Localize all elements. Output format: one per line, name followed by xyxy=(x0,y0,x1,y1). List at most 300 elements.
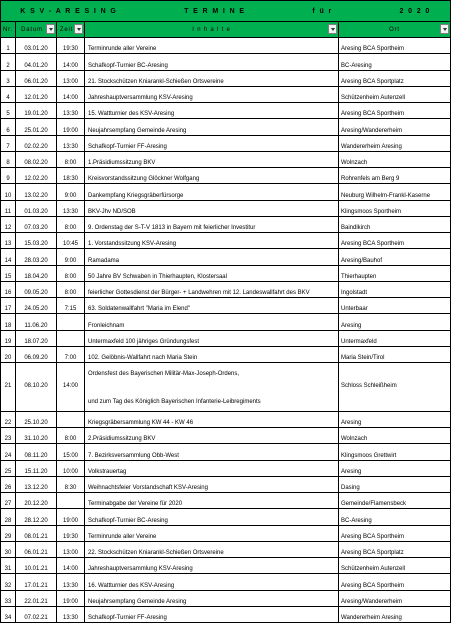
row-nr xyxy=(1,71,16,86)
row-date-text: 13.12.20 xyxy=(24,485,48,491)
table-row xyxy=(0,233,451,249)
table-row xyxy=(0,136,451,152)
row-date-text: 07.02.21 xyxy=(24,615,48,621)
header-event xyxy=(85,22,339,37)
row-event xyxy=(85,201,339,216)
row-date xyxy=(16,509,57,524)
row-date-text: 11.06.20 xyxy=(24,322,48,329)
place-filter-icon[interactable] xyxy=(440,24,449,34)
row-event xyxy=(85,282,339,297)
row-nr-text: 30 xyxy=(4,550,12,556)
table-row xyxy=(0,542,451,558)
table-row xyxy=(0,314,451,330)
header-date-label: Datum xyxy=(21,26,43,33)
row-event-text: 16. Wattturnier des KSV-Aresing xyxy=(88,582,175,589)
row-time xyxy=(57,136,85,151)
row-place-text: Ingolstadt xyxy=(341,290,368,296)
row-place xyxy=(339,444,450,459)
table-row xyxy=(0,526,451,542)
row-event-text: Schafkopf-Turnier FF-Aresing xyxy=(88,143,167,150)
row-event xyxy=(85,574,339,589)
row-date-text: 12.02.20 xyxy=(24,176,48,183)
row-nr-text: 15 xyxy=(4,273,12,280)
row-nr-text: 23 xyxy=(4,436,12,443)
row-place-text: Wandererheim Aresing xyxy=(341,615,402,621)
sheet-title: K S V - A R E S I N G T E R M I N E f ü r 2 0 2 0 xyxy=(0,0,451,22)
row-place-text: Schützenheim Autenzell xyxy=(341,566,406,573)
row-nr xyxy=(1,103,16,118)
row-place xyxy=(339,558,450,573)
row-time xyxy=(57,607,85,622)
row-event-text: Schafkopf-Turnier FF-Aresing xyxy=(88,615,167,621)
row-date-text: 06.09.20 xyxy=(24,355,48,361)
header-place xyxy=(339,22,450,37)
table-row xyxy=(0,607,451,623)
row-place xyxy=(339,201,450,216)
row-nr xyxy=(1,331,16,346)
row-date-text: 15.03.20 xyxy=(24,241,48,248)
row-place-text: Thierhaupten xyxy=(341,273,377,280)
row-date-text: 08.11.20 xyxy=(24,452,48,459)
row-time xyxy=(57,233,85,248)
row-event-text: Fronleichnam xyxy=(88,322,125,329)
row-nr xyxy=(1,542,16,557)
row-date xyxy=(16,526,57,541)
row-event xyxy=(85,103,339,118)
row-date xyxy=(16,314,57,329)
row-time xyxy=(57,428,85,443)
row-place-text: BC-Aresing xyxy=(341,62,372,69)
row-nr-text: 13 xyxy=(4,241,12,248)
row-date xyxy=(16,103,57,118)
table-row xyxy=(0,298,451,314)
row-time xyxy=(57,71,85,86)
header-nr-label: Nr. xyxy=(2,26,14,33)
row-place-text: Rohrenfels am Berg 9 xyxy=(341,176,400,183)
row-nr xyxy=(1,347,16,362)
row-nr xyxy=(1,54,16,69)
row-event xyxy=(85,412,339,427)
row-time xyxy=(57,347,85,362)
row-place-text: Aresing BCA Sportplatz xyxy=(341,78,404,85)
table-row xyxy=(0,184,451,200)
row-nr xyxy=(1,152,16,167)
row-place xyxy=(339,526,450,541)
row-nr-text: 33 xyxy=(4,598,12,605)
row-nr xyxy=(1,607,16,622)
row-time-text: 9:00 xyxy=(64,192,77,199)
row-place xyxy=(339,509,450,524)
row-date-text: 07.03.20 xyxy=(24,225,48,231)
row-time-text: 19:30 xyxy=(62,533,78,540)
table-row xyxy=(0,201,451,217)
row-event-text: Kreisvorstandssitzung Glöckner Wolfgang xyxy=(88,176,200,183)
row-date xyxy=(16,233,57,248)
row-event xyxy=(85,591,339,606)
row-event-text: Untermaxfeld 100 jähriges Gründungsfest xyxy=(88,338,200,345)
row-event xyxy=(85,298,339,313)
row-nr-text: 17 xyxy=(4,306,12,313)
row-nr-text: 6 xyxy=(6,127,10,134)
row-event-text: Volkstrauertag xyxy=(88,468,127,475)
row-place-text: Aresing BCA Sportheim xyxy=(341,46,405,53)
row-place-text: Gemeinde/Flamensbeck xyxy=(341,501,407,508)
row-event xyxy=(85,87,339,102)
row-date-text: 08.01.21 xyxy=(24,533,48,540)
row-time xyxy=(57,168,85,183)
table-row xyxy=(0,363,451,412)
row-nr xyxy=(1,119,16,134)
row-event-text: 63. Soldatenwallfahrt "Maria im Elend" xyxy=(88,306,190,313)
row-event xyxy=(85,136,339,151)
row-event xyxy=(85,119,339,134)
row-date-text: 09.05.20 xyxy=(24,290,48,296)
row-date xyxy=(16,298,57,313)
row-event-text: Kriegsgräbersammlung KW 44 - KW 46 xyxy=(88,420,194,426)
row-event xyxy=(85,461,339,476)
row-place-text: Aresing/Wandererheim xyxy=(341,598,403,605)
row-place xyxy=(339,152,450,167)
table-row xyxy=(0,331,451,347)
row-time-text: 8:30 xyxy=(64,485,77,491)
row-time xyxy=(57,249,85,264)
row-place xyxy=(339,331,450,346)
row-date xyxy=(16,331,57,346)
row-date xyxy=(16,152,57,167)
row-time xyxy=(57,558,85,573)
header-time-label: Zeit xyxy=(59,26,74,33)
row-time xyxy=(57,201,85,216)
table-row xyxy=(0,558,451,574)
row-nr xyxy=(1,363,16,411)
row-time xyxy=(57,54,85,69)
row-event-text: Terminabgabe der Vereine für 2020 xyxy=(88,501,183,508)
row-place xyxy=(339,266,450,281)
event-filter-icon[interactable] xyxy=(328,24,337,34)
row-event xyxy=(85,331,339,346)
row-date-text: 22.01.21 xyxy=(24,598,48,605)
row-time-text: 7:15 xyxy=(64,306,77,313)
row-nr xyxy=(1,266,16,281)
row-date xyxy=(16,461,57,476)
row-time xyxy=(57,493,85,508)
row-event-text: Ordensfest des Bayerischen Militär-Max-Joseph-Ordens, xyxy=(88,371,240,377)
header-event-label: I n h a l t e xyxy=(192,26,231,33)
row-place xyxy=(339,119,450,134)
row-event xyxy=(85,184,339,199)
row-nr xyxy=(1,38,16,53)
row-date-text: 28.03.20 xyxy=(24,257,48,264)
table-row xyxy=(0,217,451,233)
row-place xyxy=(339,493,450,508)
row-time-text: 10:00 xyxy=(62,468,78,475)
row-event-text: 1. Vorstandssitzung KSV-Aresing xyxy=(88,241,177,248)
row-place-text: Schloss Schleißheim xyxy=(341,383,397,390)
row-nr-text: 9 xyxy=(6,176,10,183)
row-place xyxy=(339,87,450,102)
row-place xyxy=(339,38,450,53)
table-row xyxy=(0,444,451,460)
row-nr xyxy=(1,87,16,102)
row-event xyxy=(85,347,339,362)
row-time-text: 9:00 xyxy=(64,257,77,264)
row-nr-text: 2 xyxy=(6,62,10,69)
row-nr xyxy=(1,477,16,492)
row-date-text: 25.10.20 xyxy=(24,420,48,426)
row-date xyxy=(16,168,57,183)
row-date-text: 25.01.20 xyxy=(24,127,48,134)
row-place-text: Wolnzach xyxy=(341,436,368,443)
table-row xyxy=(0,574,451,590)
row-date xyxy=(16,607,57,622)
row-place-text: Wandererheim Aresing xyxy=(341,143,402,150)
row-event xyxy=(85,266,339,281)
row-event-text: 7. Bezirksversammlung Obb-West xyxy=(88,452,179,459)
row-nr-text: 8 xyxy=(6,160,10,166)
row-time-text: 19:00 xyxy=(62,127,78,134)
row-nr xyxy=(1,282,16,297)
header-date xyxy=(16,22,57,37)
row-nr-text: 24 xyxy=(4,452,12,459)
row-nr xyxy=(1,493,16,508)
table-row xyxy=(0,54,451,70)
row-event-text: Neujahrsempfang Gemeinde Aresing xyxy=(88,127,187,134)
row-date-text: 18.07.20 xyxy=(24,338,48,345)
row-event-text: Terminrunde aller Vereine xyxy=(88,46,157,53)
row-event xyxy=(85,607,339,622)
row-place-text: Maria Stein/Tirol xyxy=(341,355,385,361)
row-nr-text: 4 xyxy=(6,95,10,101)
row-nr xyxy=(1,558,16,573)
row-place xyxy=(339,103,450,118)
header-place-label: Ort xyxy=(389,26,400,33)
table-row xyxy=(0,168,451,184)
row-date-text: 24.05.20 xyxy=(24,306,48,313)
table-row xyxy=(0,461,451,477)
row-place xyxy=(339,477,450,492)
row-time xyxy=(57,542,85,557)
row-time-text: 14:00 xyxy=(62,566,78,573)
row-time xyxy=(57,477,85,492)
table-row xyxy=(0,119,451,135)
row-nr-text: 5 xyxy=(6,111,10,118)
row-time xyxy=(57,38,85,53)
row-nr xyxy=(1,249,16,264)
row-place xyxy=(339,233,450,248)
row-nr-text: 29 xyxy=(4,533,12,540)
row-nr-text: 18 xyxy=(4,322,12,329)
row-event xyxy=(85,249,339,264)
row-nr-text: 1 xyxy=(6,46,10,53)
row-date-text: 18.04.20 xyxy=(24,273,48,280)
row-time xyxy=(57,314,85,329)
row-date xyxy=(16,428,57,443)
row-place-text: Schützenheim Autenzell xyxy=(341,95,406,101)
row-date-text: 15.11.20 xyxy=(24,468,48,475)
row-nr xyxy=(1,428,16,443)
column-header-row xyxy=(0,22,451,38)
row-place xyxy=(339,298,450,313)
row-date xyxy=(16,71,57,86)
row-date xyxy=(16,87,57,102)
row-event-text: feierlicher Gottesdienst der Bürger- + Landwehren mit 12. Landeswallfahrt des BKV xyxy=(88,290,310,296)
row-place-text: Aresing BCA Sportheim xyxy=(341,241,405,248)
row-nr-text: 3 xyxy=(6,78,10,85)
row-time xyxy=(57,298,85,313)
row-event-text: 21. Stockschützen Kniarankl-Schießen Ortsvereine xyxy=(88,78,224,85)
row-nr-text: 22 xyxy=(4,420,12,426)
row-place-text: Aresing xyxy=(341,322,362,329)
row-date-text: 08.10.20 xyxy=(24,383,48,390)
row-event xyxy=(85,363,339,411)
row-time xyxy=(57,574,85,589)
table-row xyxy=(0,282,451,298)
row-date xyxy=(16,542,57,557)
row-nr-text: 19 xyxy=(4,338,12,345)
row-time xyxy=(57,461,85,476)
row-date xyxy=(16,477,57,492)
row-nr-text: 21 xyxy=(4,383,12,390)
table-row xyxy=(0,87,451,103)
row-place xyxy=(339,136,450,151)
row-nr-text: 14 xyxy=(4,257,12,264)
row-date xyxy=(16,54,57,69)
row-place xyxy=(339,607,450,622)
row-event xyxy=(85,542,339,557)
row-place xyxy=(339,314,450,329)
row-place xyxy=(339,591,450,606)
row-event xyxy=(85,477,339,492)
row-time xyxy=(57,282,85,297)
row-place xyxy=(339,217,450,232)
row-time-text: 14:00 xyxy=(62,62,78,69)
row-event xyxy=(85,444,339,459)
row-time-text: 13:30 xyxy=(62,208,78,215)
row-date xyxy=(16,184,57,199)
row-time-text: 14:00 xyxy=(62,383,78,390)
row-place-text: Aresing BCA Sportheim xyxy=(341,111,405,118)
row-nr-text: 25 xyxy=(4,468,12,475)
row-place xyxy=(339,71,450,86)
row-nr-text: 11 xyxy=(4,208,12,215)
row-nr-text: 27 xyxy=(4,501,12,508)
row-nr xyxy=(1,298,16,313)
table-row xyxy=(0,103,451,119)
row-nr-text: 10 xyxy=(4,192,12,199)
row-time-text: 13:00 xyxy=(62,550,78,556)
row-nr-text: 16 xyxy=(4,290,12,296)
row-event-text: Jahreshauptversammlung KSV-Aresing xyxy=(88,95,193,101)
row-place-text: Klingsmoos Sportheim xyxy=(341,208,402,215)
row-nr xyxy=(1,444,16,459)
row-date xyxy=(16,363,57,411)
time-filter-icon[interactable] xyxy=(74,24,83,34)
row-event-text: Dankempfang Kriegsgräberfürsorge xyxy=(88,192,184,199)
row-date xyxy=(16,444,57,459)
row-date xyxy=(16,217,57,232)
row-place xyxy=(339,347,450,362)
table-row xyxy=(0,347,451,363)
row-place xyxy=(339,282,450,297)
row-event-text: 50 Jahre BV Schwaben in Thierhaupten, Klostersaal xyxy=(88,273,227,280)
row-date-text: 28.12.20 xyxy=(24,517,48,524)
row-event xyxy=(85,233,339,248)
row-date-text: 06.01.20 xyxy=(24,78,48,85)
row-nr xyxy=(1,233,16,248)
row-place-text: Klingsmoos Grettwirt xyxy=(341,452,397,459)
row-date-text: 02.02.20 xyxy=(24,143,48,150)
header-time xyxy=(57,22,85,37)
row-nr-text: 32 xyxy=(4,582,12,589)
row-event xyxy=(85,526,339,541)
row-place xyxy=(339,428,450,443)
row-date-text: 01.03.20 xyxy=(24,208,48,215)
row-time-text: 13:30 xyxy=(62,143,78,150)
row-event xyxy=(85,428,339,443)
row-place xyxy=(339,168,450,183)
date-filter-icon[interactable] xyxy=(46,24,55,34)
row-event-text: 15. Wattturnier des KSV-Aresing xyxy=(88,111,175,118)
row-event xyxy=(85,493,339,508)
row-event xyxy=(85,509,339,524)
row-time-text: 18:30 xyxy=(62,176,78,183)
row-date-text: 19.01.20 xyxy=(24,111,48,118)
row-event-text: 1.Präsidiumssitzung BKV xyxy=(88,160,156,166)
row-date-text: 12.01.20 xyxy=(24,95,48,101)
row-place xyxy=(339,461,450,476)
row-time xyxy=(57,363,85,411)
row-event-text: Neujahrsempfang Gemeinde Aresing xyxy=(88,598,187,605)
row-date xyxy=(16,558,57,573)
row-place-text: Dasing xyxy=(341,485,360,491)
row-date xyxy=(16,347,57,362)
table-row xyxy=(0,591,451,607)
row-date xyxy=(16,136,57,151)
row-time-text: 8:00 xyxy=(64,273,77,280)
table-row xyxy=(0,493,451,509)
row-time-text: 13:30 xyxy=(62,615,78,621)
row-place-text: Aresing BCA Sportplatz xyxy=(341,550,404,556)
row-nr-text: 7 xyxy=(6,143,10,150)
row-place-text: Aresing BCA Sportheim xyxy=(341,582,405,589)
row-date xyxy=(16,493,57,508)
row-time xyxy=(57,509,85,524)
row-event xyxy=(85,71,339,86)
row-place-text: Baindlkirch xyxy=(341,225,371,231)
row-place-text: Wolnzach xyxy=(341,160,368,166)
row-time-text: 13:30 xyxy=(62,111,78,118)
row-nr xyxy=(1,314,16,329)
row-nr-text: 12 xyxy=(4,225,12,231)
row-place-text: Aresing/Bauhof xyxy=(341,257,383,264)
row-place xyxy=(339,574,450,589)
table-row xyxy=(0,38,451,54)
table-row xyxy=(0,412,451,428)
row-event-text: Schafkopf-Turnier BC-Aresing xyxy=(88,517,168,524)
row-time xyxy=(57,217,85,232)
row-place-text: Unterbaar xyxy=(341,306,368,313)
row-date xyxy=(16,266,57,281)
row-date xyxy=(16,574,57,589)
row-nr xyxy=(1,574,16,589)
row-event-text: Schafkopf-Turnier BC-Aresing xyxy=(88,62,168,69)
row-event-text-2: und zum Tag des Königlich Bayerischen Infanterie-Leibregiments xyxy=(88,399,261,405)
row-place xyxy=(339,54,450,69)
row-date xyxy=(16,591,57,606)
table-row xyxy=(0,509,451,525)
row-time-text: 14:00 xyxy=(62,95,78,101)
termine-table-body xyxy=(0,38,451,623)
